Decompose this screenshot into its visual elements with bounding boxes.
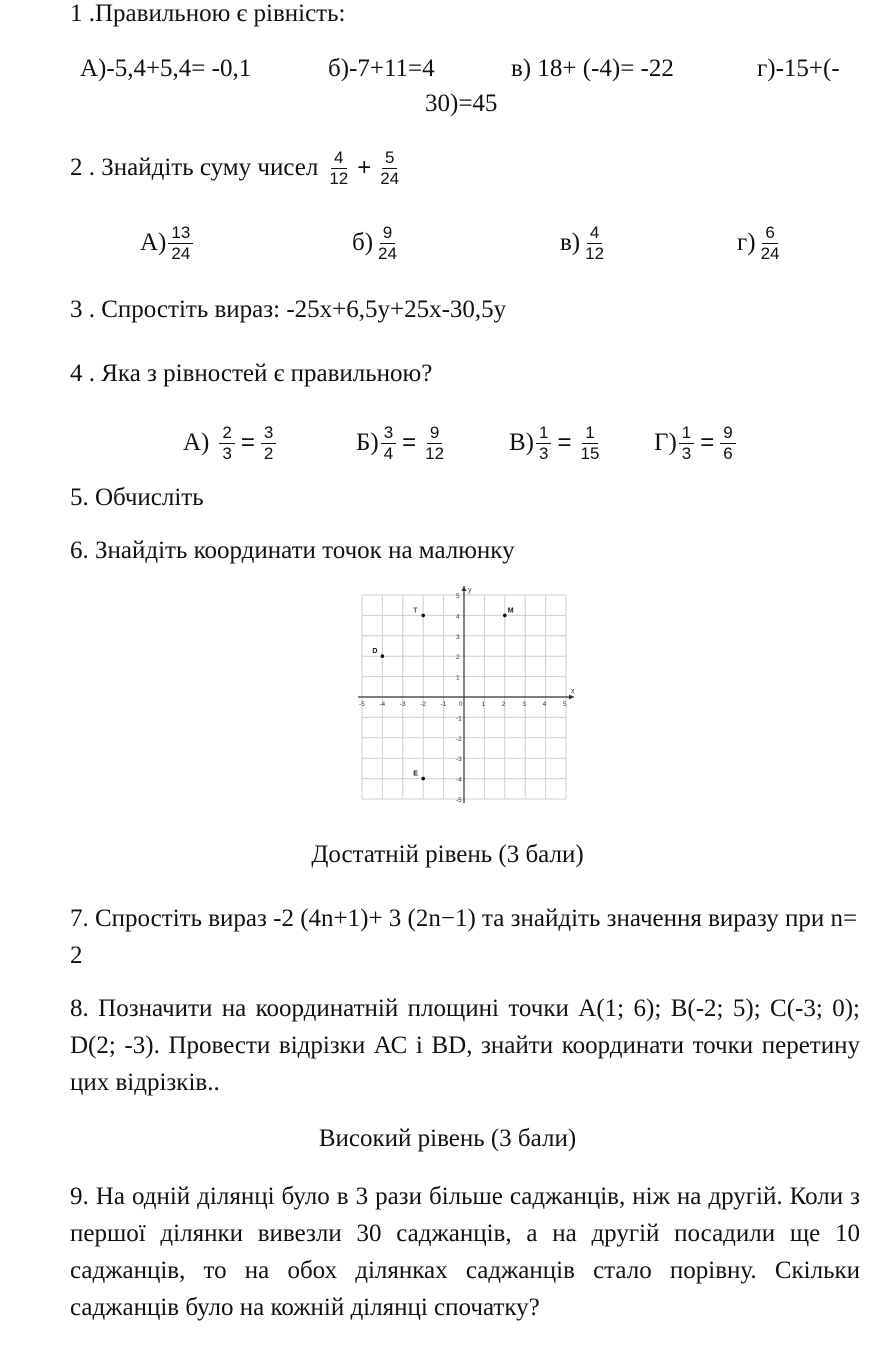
q4-option-a-left-den: 3: [222, 443, 232, 463]
q2-fraction-1-numerator: 4: [331, 148, 346, 169]
q2-option-c-label: в): [560, 229, 581, 256]
q2-option-a: [140, 218, 195, 268]
q4-option-c-right-den: 15: [580, 443, 600, 463]
q2-option-c-denominator: 12: [585, 243, 605, 263]
q4-option-b-label: Б): [356, 429, 379, 456]
q2-option-d-denominator: 24: [760, 243, 780, 263]
q2-fraction-1-denominator: 12: [329, 168, 349, 188]
q4-option-a-right-den: 2: [263, 443, 274, 463]
q4-option-c-label: В): [509, 429, 534, 456]
x-tick-label: 2: [501, 701, 506, 708]
q4-option-b-right-den: 12: [425, 443, 445, 463]
axes: [358, 586, 575, 803]
point-d: [381, 654, 385, 658]
point-t: [421, 614, 425, 618]
q2-option-a-fraction: [168, 223, 193, 264]
q2-option-b-denominator: 24: [378, 243, 397, 263]
q2-option-c-fraction: [582, 223, 607, 264]
q4-option-d-left-den: 3: [681, 443, 692, 463]
question-2-text: 2 . Знайдіть суму чисел: [70, 154, 319, 181]
q2-option-c: [560, 218, 609, 268]
q2-option-a-denominator: 24: [171, 243, 191, 263]
q2-option-d-numerator: 6: [762, 223, 777, 244]
question-2-title: [70, 143, 404, 193]
q2-option-a-numerator: 13: [168, 223, 193, 244]
question-5-title: 5. Обчисліть: [70, 484, 204, 511]
q1-option-b: б)-7+11=4: [328, 55, 435, 82]
q2-option-d: [737, 218, 785, 268]
q4-option-b-left-den: 4: [383, 443, 394, 463]
q2-option-a-label: А): [140, 229, 167, 256]
q2-option-b-label: б): [352, 229, 374, 256]
q4-option-c-left-den: 3: [539, 443, 549, 463]
point-label: T: [413, 607, 418, 615]
q4-option-d-right: [720, 423, 735, 464]
level-3-heading: Високий рівень (3 бали): [318, 1125, 577, 1152]
question-6-title: 6. Знайдіть координати точок на малюнку: [70, 537, 515, 564]
q4-option-b: [356, 418, 449, 468]
y-tick-label: 3: [456, 633, 460, 641]
y-tick-label: 4: [456, 613, 460, 621]
q4-option-a-label: А): [183, 429, 210, 456]
q1-option-d-part2: 30)=45: [425, 90, 498, 117]
q2-option-d-fraction: [758, 223, 783, 264]
q4-option-d-right-den: 6: [723, 443, 733, 463]
q4-option-a-left-num: 2: [219, 423, 234, 444]
x-axis-label: x: [571, 688, 575, 695]
x-tick-label: 0: [459, 701, 463, 708]
q4-option-c-right: [577, 423, 602, 464]
question-3-title: 3 . Спростіть вираз: -25x+6,5y+25x-30,5y: [70, 296, 507, 323]
q2-option-d-label: г): [737, 229, 756, 256]
q2-fraction-2-numerator: 5: [382, 148, 397, 169]
y-tick-label: 5: [456, 593, 460, 600]
y-tick-label: 1: [456, 674, 460, 682]
q4-option-c-right-num: 1: [582, 423, 597, 444]
q2-option-b-numerator: 9: [380, 223, 395, 244]
q2-fraction-1: [326, 148, 351, 189]
q2-fraction-2: [377, 148, 402, 189]
point-label: E: [413, 770, 418, 778]
x-axis-arrow: [569, 695, 574, 700]
point-e: [421, 777, 425, 781]
q4-option-b-right: [422, 423, 447, 464]
y-tick-label: -1: [456, 715, 462, 723]
coordinate-graph: [355, 583, 585, 808]
tick-labels: [359, 593, 567, 804]
q4-option-a-equals: =: [240, 429, 255, 456]
q4-option-d: [654, 418, 738, 468]
points: [372, 607, 513, 780]
q4-option-b-right-num: 9: [427, 423, 442, 444]
x-tick-label: -4: [379, 701, 386, 708]
q1-option-c: в) 18+ (-4)= -22: [511, 55, 674, 82]
q4-option-a: [183, 418, 278, 468]
q2-fraction-2-denominator: 24: [380, 168, 400, 188]
q2-plus-sign: +: [357, 154, 372, 181]
q2-option-c-numerator: 4: [587, 223, 602, 244]
x-tick-label: -2: [420, 701, 426, 708]
y-axis-label: y: [468, 587, 472, 594]
q4-option-c: [509, 418, 604, 468]
question-9-text: 9. На одній ділянці було в 3 рази більше саджанців, ніж на другій. Коли з першої ділянки вивезли 30 саджанців, а на другій посадили ще 10 саджанців, то на обох ділянках саджанців стало порівну. Скільки саджанців було на кожній ділянці спочатку?: [70, 1183, 860, 1321]
q1-option-d-part1: г)-15+(-: [757, 55, 840, 82]
q4-option-b-left: [381, 423, 396, 464]
q4-option-d-label: Г): [654, 429, 677, 456]
x-tick-label: -5: [359, 701, 365, 708]
level-2-heading: Достатній рівень (3 бали): [311, 841, 584, 868]
q4-option-d-left: [679, 423, 694, 464]
q4-option-a-right: [261, 423, 276, 464]
y-axis-arrow: [462, 586, 467, 591]
y-tick-label: -4: [456, 776, 462, 784]
x-tick-label: 4: [542, 701, 547, 708]
y-tick-label: 2: [456, 654, 460, 662]
q4-option-d-right-num: 9: [720, 423, 735, 444]
x-tick-label: 1: [481, 701, 486, 708]
x-tick-label: 5: [563, 701, 567, 708]
x-tick-label: -3: [399, 701, 406, 708]
x-tick-label: 3: [522, 701, 526, 708]
x-tick-label: -1: [440, 701, 447, 708]
question-1-title: 1 .Правильною є рівність:: [70, 0, 346, 27]
q4-option-d-equals: =: [700, 429, 715, 456]
q4-option-c-left: [536, 423, 551, 464]
q4-option-b-equals: =: [402, 429, 417, 456]
q4-option-c-equals: =: [557, 429, 572, 456]
q1-option-a: А)-5,4+5,4= -0,1: [80, 55, 252, 82]
y-tick-label: -2: [456, 735, 462, 743]
point-label: M: [507, 607, 514, 615]
question-4-title: 4 . Яка з рівностей є правильною?: [70, 360, 433, 387]
q4-option-c-left-num: 1: [536, 423, 551, 444]
point-label: D: [372, 648, 378, 656]
y-tick-label: -5: [456, 797, 462, 804]
q4-option-d-left-num: 1: [679, 423, 694, 444]
q4-option-b-left-num: 3: [381, 423, 396, 444]
q4-option-a-right-num: 3: [261, 423, 276, 444]
q4-option-a-left: [219, 423, 234, 464]
q2-option-b: [352, 218, 402, 268]
question-8-text: 8. Позначити на координатній площині точки А(1; 6); В(-2; 5); С(-3; 0); D(2; -3). Провести відрізки АС і BD, знайти координати точки перетину цих відрізків..: [70, 995, 860, 1096]
question-7-text: 7. Спростіть вираз -2 (4n+1)+ 3 (2n−1) та знайдіть значення виразу при n= 2: [70, 905, 858, 969]
y-tick-label: -3: [456, 756, 462, 764]
q2-option-b-fraction: [375, 223, 400, 264]
point-m: [503, 614, 507, 618]
